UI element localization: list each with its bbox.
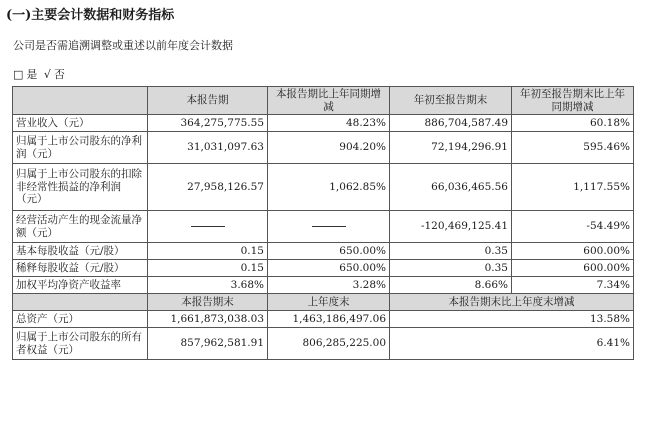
value-cell: 66,036,465.56: [390, 164, 512, 211]
value-cell: 1,463,186,497.06: [268, 311, 390, 328]
yes-checkbox: □: [13, 68, 24, 81]
yes-label: 是: [26, 68, 38, 81]
restatement-options: [13, 66, 68, 82]
table1-header-cell: 本报告期: [148, 87, 268, 115]
value-cell: 13.58%: [390, 311, 634, 328]
value-cell: 27,958,126.57: [148, 164, 268, 211]
no-label: 否: [53, 68, 65, 81]
table1-row: [13, 132, 634, 164]
dash-line: [191, 226, 225, 227]
value-cell: 1,661,873,038.03: [148, 311, 268, 328]
value-cell: 0.15: [148, 243, 268, 260]
value-cell: 650.00%: [268, 243, 390, 260]
table2-header-row: [13, 294, 634, 311]
table1-row: [13, 277, 634, 294]
row-label: 基本每股收益（元/股）: [13, 243, 148, 260]
value-cell: 7.34%: [512, 277, 634, 294]
row-label: 加权平均净资产收益率: [13, 277, 148, 294]
table1-header-cell: [13, 87, 148, 115]
dash-cell: [148, 211, 268, 243]
value-cell: 3.28%: [268, 277, 390, 294]
row-label: 归属于上市公司股东的净利润（元）: [13, 132, 148, 164]
value-cell: 0.35: [390, 243, 512, 260]
intro-text: 公司是否需追溯调整或重述以前年度会计数据: [13, 39, 233, 52]
table2-header-cell: 上年度末: [268, 294, 390, 311]
value-cell: 6.41%: [390, 328, 634, 360]
table2-row: [13, 311, 634, 328]
row-label: 稀释每股收益（元/股）: [13, 260, 148, 277]
dash-line: [312, 226, 346, 227]
value-cell: 600.00%: [512, 260, 634, 277]
row-label: 归属于上市公司股东的所有者权益（元）: [13, 328, 148, 360]
value-cell: 60.18%: [512, 115, 634, 132]
value-cell: 650.00%: [268, 260, 390, 277]
value-cell: 600.00%: [512, 243, 634, 260]
table1-row: [13, 211, 634, 243]
value-cell: 1,062.85%: [268, 164, 390, 211]
value-cell: 886,704,587.49: [390, 115, 512, 132]
dash-cell: [268, 211, 390, 243]
value-cell: 904.20%: [268, 132, 390, 164]
no-check-mark: √: [43, 68, 51, 81]
table1-row: [13, 115, 634, 132]
table2-header-cell: 本报告期末: [148, 294, 268, 311]
value-cell: 857,962,581.91: [148, 328, 268, 360]
value-cell: 31,031,097.63: [148, 132, 268, 164]
table2-row: [13, 328, 634, 360]
table1-header-cell: 本报告期比上年同期增减: [268, 87, 390, 115]
row-label: 总资产（元）: [13, 311, 148, 328]
table1-header-cell: 年初至报告期末比上年同期增减: [512, 87, 634, 115]
value-cell: 48.23%: [268, 115, 390, 132]
value-cell: 0.15: [148, 260, 268, 277]
row-label: 经营活动产生的现金流量净额（元）: [13, 211, 148, 243]
value-cell: -120,469,125.41: [390, 211, 512, 243]
value-cell: 8.66%: [390, 277, 512, 294]
table2-header-cell: [13, 294, 148, 311]
value-cell: 595.46%: [512, 132, 634, 164]
row-label: 归属于上市公司股东的扣除非经常性损益的净利润（元）: [13, 164, 148, 211]
table1-row: [13, 243, 634, 260]
table1-row: [13, 164, 634, 211]
value-cell: -54.49%: [512, 211, 634, 243]
table1-header-row: [13, 87, 634, 115]
value-cell: 3.68%: [148, 277, 268, 294]
value-cell: 806,285,225.00: [268, 328, 390, 360]
value-cell: 72,194,296.91: [390, 132, 512, 164]
value-cell: 0.35: [390, 260, 512, 277]
section-title: (一)主要会计数据和财务指标: [6, 8, 175, 23]
table1-row: [13, 260, 634, 277]
table1-header-cell: 年初至报告期末: [390, 87, 512, 115]
financial-data-table: [12, 86, 634, 360]
table2-header-cell: 本报告期末比上年度末增减: [390, 294, 634, 311]
row-label: 营业收入（元）: [13, 115, 148, 132]
value-cell: 364,275,775.55: [148, 115, 268, 132]
value-cell: 1,117.55%: [512, 164, 634, 211]
